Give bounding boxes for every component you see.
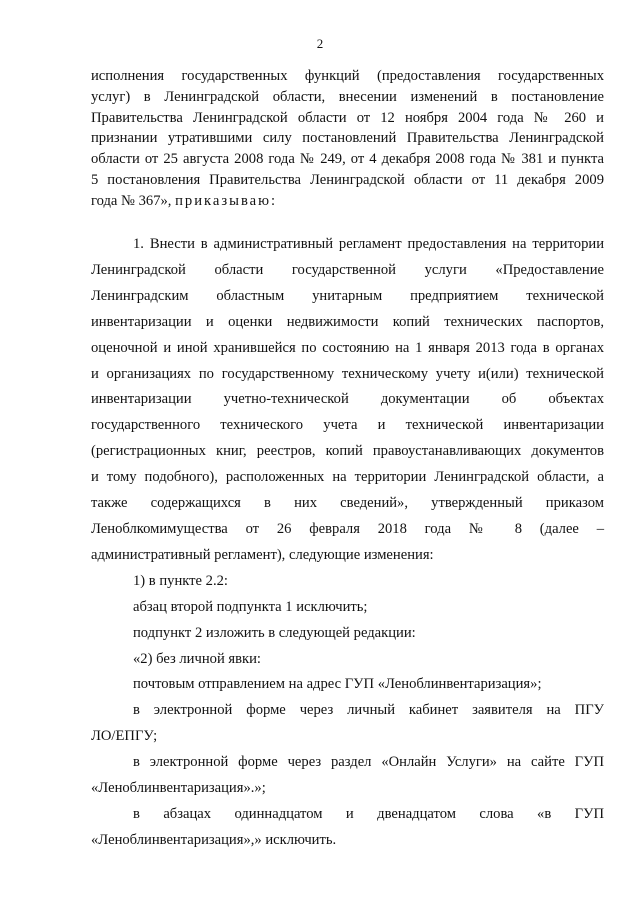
body-line: инвентаризации и оценки недвижимости копий технических паспортов,: [91, 313, 604, 330]
body-line: абзац второй подпункта 1 исключить;: [133, 598, 368, 615]
intro-line: области от 25 августа 2008 года № 249, от 4 декабря 2008 года № 381 и пункта: [91, 151, 604, 168]
intro-paragraph: [91, 66, 604, 212]
intro-line: исполнения государственных функций (предоставления государственных: [91, 68, 604, 84]
body-line: 1) в пункте 2.2:: [133, 572, 228, 589]
intro-line: 5 постановления Правительства Ленинградской области от 11 декабря 2009: [91, 171, 604, 188]
body-line: ЛО/ЕПГУ;: [91, 728, 158, 745]
body-line: Леноблкомимущества от 26 февраля 2018 года № 8 (далее –: [91, 520, 604, 537]
intro-last-text: года № 367»,: [91, 192, 176, 209]
body-line: «Леноблинвентаризация»,» исключить.: [91, 831, 337, 848]
body-line: почтовым отправлением на адрес ГУП «Леноблинвентаризация»;: [133, 676, 542, 693]
body-line: (регистрационных книг, реестров, копий правоустанавливающих документов: [91, 443, 604, 460]
intro-line: Правительства Ленинградской области от 12 ноября 2004 года № 260 и: [91, 109, 604, 126]
body-line: в абзацах одиннадцатом и двенадцатом слова «в ГУП: [133, 805, 604, 822]
intro-line: [91, 191, 604, 212]
body-line: и организациях по государственному техническому учету и(или) технической: [91, 365, 604, 382]
body-line: оценочной и иной хранившейся по состоянию на 1 января 2013 года в органах: [91, 339, 604, 356]
body-line: административный регламент), следующие изменения:: [91, 546, 434, 563]
order-word: приказываю:: [175, 192, 278, 209]
page-number: 2: [316, 36, 324, 51]
body-line: «2) без личной явки:: [133, 650, 261, 667]
body-line: инвентаризации учетно-технической документации об объектах: [91, 391, 604, 408]
intro-line: услуг) в Ленинградской области, внесении изменений в постановление: [91, 88, 604, 105]
body-line: в электронной форме через личный кабинет заявителя на ПГУ: [133, 702, 604, 719]
body-line: в электронной форме через раздел «Онлайн Услуги» на сайте ГУП: [133, 754, 604, 771]
body-line: также содержащихся в них сведений», утвержденный приказом: [91, 495, 604, 512]
body-line: и тому подобного), расположенных на территории Ленинградской области, а: [91, 469, 604, 486]
body-line: подпункт 2 изложить в следующей редакции:: [133, 624, 416, 641]
main-body: [91, 232, 604, 854]
body-line: Ленинградской области государственной услуги «Предоставление: [91, 261, 604, 278]
body-line: 1. Внести в административный регламент предоставления на территории: [133, 236, 604, 252]
intro-line: признании утратившими силу постановлений Правительства Ленинградской: [91, 130, 604, 147]
body-line: Ленинградским областным унитарным предприятием технической: [91, 287, 604, 304]
body-line: «Леноблинвентаризация».»;: [91, 780, 266, 797]
body-line: государственного технического учета и технической инвентаризации: [91, 417, 604, 434]
